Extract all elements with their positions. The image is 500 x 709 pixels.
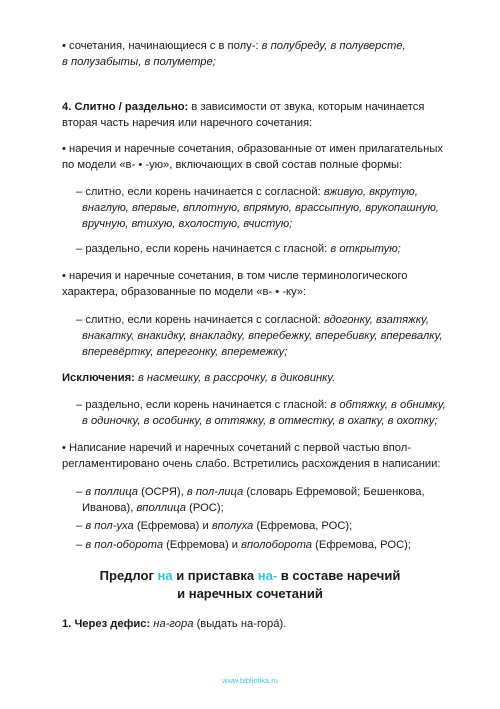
source: (РОС); <box>186 502 224 514</box>
footer-url: www.bibliotika.ru <box>222 676 278 685</box>
dash: – <box>76 486 86 498</box>
rule-1-hyphen <box>62 616 462 632</box>
examples-line <box>82 328 462 360</box>
text: регламентировано очень слабо. Встретились расхождения в написании: <box>62 458 441 470</box>
text: • наречия и наречные сочетания, образованные от имен прилагательных <box>62 143 443 155</box>
paragraph-polu <box>62 38 462 70</box>
list-item-separate-ku <box>76 397 462 413</box>
text: вторая часть наречия или наречного сочетания: <box>62 117 313 129</box>
examples: внаглую, впервые, вплотную, впрямую, врассыпную, врукопашную, <box>82 202 439 214</box>
text: • Написание наречий и наречных сочетаний с первой частью впол- <box>62 442 412 454</box>
source: (Ефремова) и <box>133 520 212 532</box>
examples: в полузабыты, в полуметре; <box>62 56 216 68</box>
examples: в полубреду, в полуверсте, <box>261 40 406 52</box>
heading-text: Предлог <box>99 568 158 583</box>
source: (словарь Ефремовой; Бешенкова, <box>243 486 425 498</box>
text: – слитно, если корень начинается с согласной: <box>76 186 324 198</box>
list-item-together-ku <box>76 312 462 328</box>
text: в зависимости от звука, которым начинается <box>188 101 425 113</box>
paragraph-vpol <box>62 440 462 472</box>
heading-text: и наречных сочетаний <box>177 586 323 601</box>
dash: – <box>76 539 86 551</box>
list-item-poluha <box>76 518 462 534</box>
examples: в открытую; <box>330 243 401 255</box>
text: – раздельно, если корень начинается с гласной: <box>76 243 331 255</box>
text: характера, образованные по модели «в- • -ку»: <box>62 286 307 298</box>
source: (Ефремова, РОС); <box>312 539 411 551</box>
examples: в обтяжку, в обнимку, <box>330 399 446 411</box>
example: вполуха <box>211 520 254 532</box>
list-item-poloborota <box>76 537 462 553</box>
source: (Ефремова) и <box>163 539 242 551</box>
heading-text: и приставка <box>172 568 258 583</box>
example: в поллица <box>85 486 139 498</box>
examples: вдогонку, взатяжку, <box>323 314 429 326</box>
examples: вперевёртку, вперегонку, вперемежку; <box>82 346 288 358</box>
exceptions-label: Исключения: <box>62 372 138 384</box>
example: в пол-уха <box>85 520 134 532</box>
text: (выдать на-гора́). <box>193 618 287 630</box>
text: – слитно, если корень начинается с согласной: <box>76 314 324 326</box>
examples: в одиночку, в особинку, в оттяжку, в отместку, в охапку, в охотку; <box>82 415 438 427</box>
exceptions <box>62 370 462 386</box>
paragraph-model-uyu <box>62 141 462 173</box>
examples: вручную, втихую, вхолостую, вчистую; <box>82 218 293 230</box>
examples: вживую, вкрутую, <box>323 186 418 198</box>
list-item-pollica-cont <box>82 500 462 516</box>
rule-4 <box>62 99 462 131</box>
example: в пол-лица <box>186 486 244 498</box>
examples: внакатку, внакидку, внакладку, вперебежку, вперебивку, вперевалку, <box>82 330 443 342</box>
source: (Ефремова, РОС); <box>253 520 353 532</box>
text: – раздельно, если корень начинается с гласной: <box>76 399 331 411</box>
source: (ОСРЯ), <box>138 486 187 498</box>
source: Иванова), <box>82 502 137 514</box>
list-item-together <box>76 184 462 200</box>
section-heading <box>0 567 500 603</box>
heading-accent: на <box>157 568 173 583</box>
example: вполоборота <box>241 539 313 551</box>
heading-accent: на- <box>257 568 278 583</box>
heading-text: в составе наречий <box>277 568 401 583</box>
list-item-pollica <box>76 484 462 500</box>
dash: – <box>76 520 86 532</box>
rule-title: 1. Через дефис: <box>62 618 154 630</box>
rule-title: 4. Слитно / раздельно: <box>62 101 189 113</box>
examples-line <box>82 200 462 232</box>
example: на-гора <box>153 618 194 630</box>
list-item-separate <box>76 241 462 257</box>
text: • сочетания, начинающиеся с в полу-: <box>62 40 262 52</box>
example: вполлица <box>136 502 187 514</box>
text: • наречия и наречные сочетания, в том числе терминологического <box>62 270 408 282</box>
examples: в насмешку, в рассрочку, в диковинку. <box>137 372 336 384</box>
example: в пол-оборота <box>85 539 164 551</box>
examples-line <box>82 413 462 429</box>
paragraph-model-ku <box>62 268 462 300</box>
text: по модели «в- • -ую», включающих в свой состав полные формы: <box>62 159 403 171</box>
